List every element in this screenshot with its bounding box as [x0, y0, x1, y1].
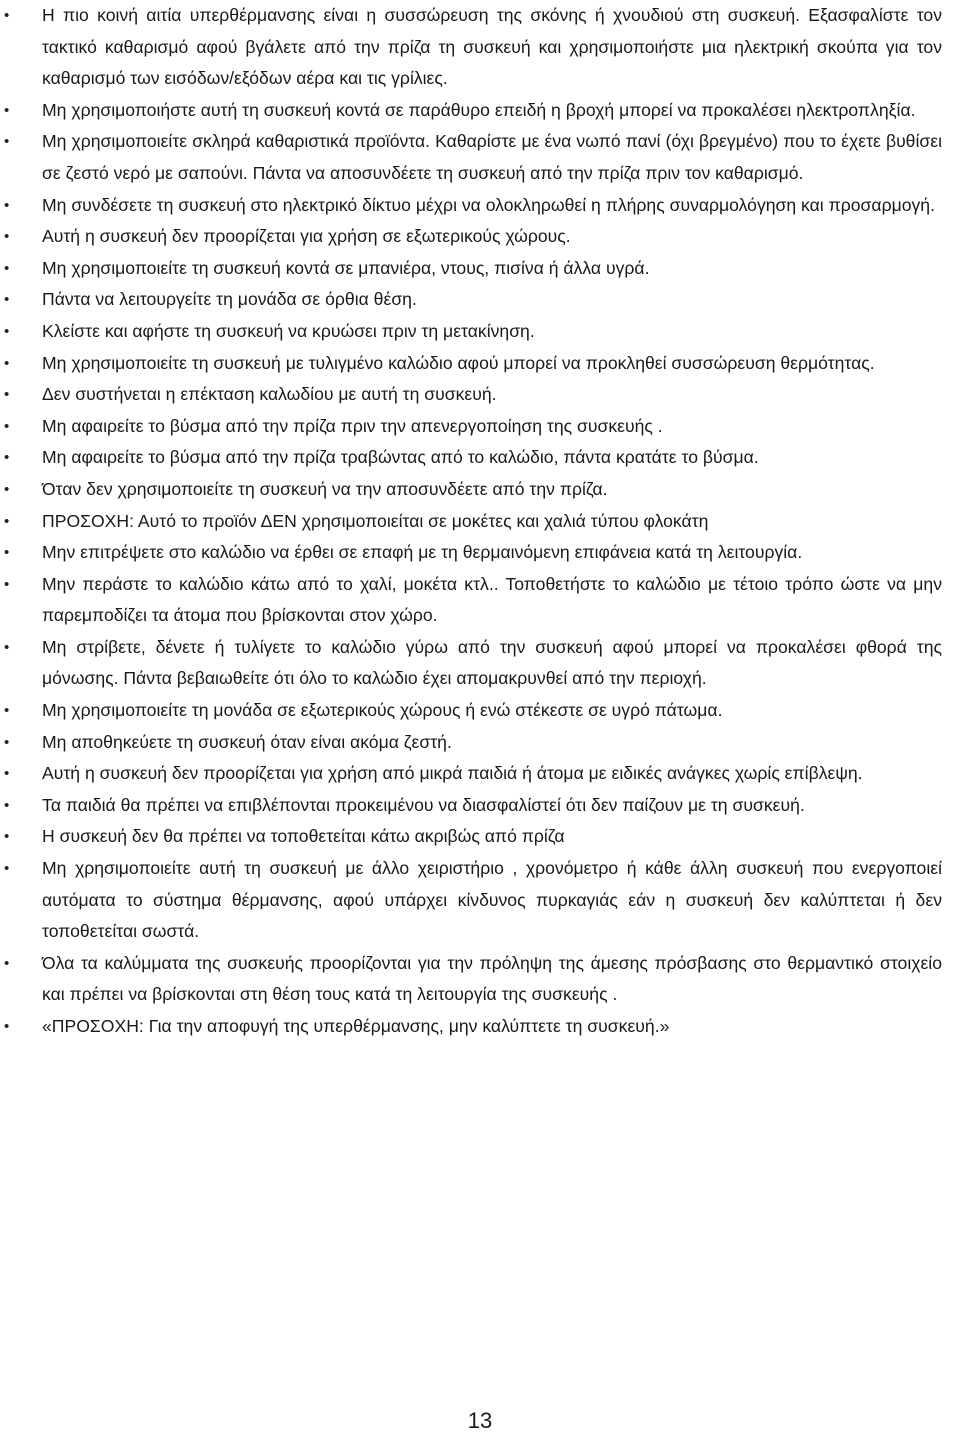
list-item — [0, 379, 960, 411]
list-item-text: Μη χρησιμοποιείτε σκληρά καθαριστικά προϊόντα. Καθαρίστε με ένα νωπό πανί (όχι βρεγμένο) που το έχετε βυθίσει σε ζεστό νερό με σαπούνι. Πάντα να αποσυνδέετε τη συσκευή από την πρίζα πριν τον καθαρισμό. — [42, 131, 942, 183]
list-item-text: Η πιο κοινή αιτία υπερθέρμανσης είναι η συσσώρευση της σκόνης ή χνουδιού στη συσκευή. Εξασφαλίστε τον τακτικό καθαρισμό αφού βγάλετε από την πρίζα τη συσκευή και χρησιμοποιήστε μια ηλεκτρική σκούπα για τον καθαρισμό των εισόδων/εξόδων αέρα και τις γρίλιες. — [42, 5, 942, 89]
list-item-text: Αυτή η συσκευή δεν προορίζεται για χρήση σε εξωτερικούς χώρους. — [42, 226, 571, 247]
list-item — [0, 695, 960, 727]
list-item-text: Πάντα να λειτουργείτε τη μονάδα σε όρθια θέση. — [42, 289, 417, 310]
list-item — [0, 474, 960, 506]
bullet-icon: • — [4, 196, 10, 214]
list-item-text: Μη αφαιρείτε το βύσμα από την πρίζα τραβώντας από το καλώδιο, πάντα κρατάτε το βύσμα. — [42, 447, 759, 468]
list-item-text: Μη αποθηκεύετε τη συσκευή όταν είναι ακόμα ζεστή. — [42, 731, 452, 752]
bullet-icon: • — [4, 101, 10, 119]
list-item-text: «ΠΡΟΣΟΧΗ: Για την αποφυγή της υπερθέρμανσης, μην καλύπτετε τη συσκευή.» — [42, 1016, 670, 1036]
list-item-text: Μην επιτρέψετε στο καλώδιο να έρθει σε επαφή με τη θερμαινόμενη επιφάνεια κατά τη λειτουργία. — [42, 542, 803, 563]
list-item — [0, 411, 960, 443]
bullet-icon: • — [4, 544, 10, 562]
bullet-icon: • — [4, 322, 10, 340]
list-item — [0, 126, 960, 189]
bullet-icon: • — [4, 638, 10, 656]
page-number: 13 — [467, 1408, 493, 1433]
bullet-icon: • — [4, 765, 10, 783]
list-item — [0, 569, 960, 632]
list-item — [0, 790, 960, 822]
bullet-icon: • — [4, 386, 10, 404]
list-item-text: Μη αφαιρείτε το βύσμα από την πρίζα πριν την απενεργοποίηση της συσκευής . — [42, 415, 663, 436]
list-item-text: Τα παιδιά θα πρέπει να επιβλέπονται προκειμένου να διασφαλίστεί ότι δεν παίζουν με τη συσκευή. — [42, 794, 805, 815]
list-item-text: Μη στρίβετε, δένετε ή τυλίγετε το καλώδιο γύρω από την συσκευή αφού μπορεί να προκαλέσει φθορά της μόνωσης. Πάντα βεβαιωθείτε ότι όλο το καλώδιο έχει απομακρυνθεί από την περιοχή. — [42, 636, 942, 689]
list-item — [0, 506, 960, 538]
list-item — [0, 727, 960, 759]
bullet-icon: • — [4, 417, 10, 435]
list-item-text: Η συσκευή δεν θα πρέπει να τοποθετείται κάτω ακριβώς από πρίζα — [42, 826, 565, 847]
bullet-icon: • — [4, 512, 10, 530]
list-item-text: Μη χρησιμοποιείτε τη συσκευή κοντά σε μπανιέρα, ντους, πισίνα ή άλλα υγρά. — [42, 257, 650, 278]
list-item — [0, 284, 960, 316]
list-item — [0, 1011, 960, 1043]
bullet-icon: • — [4, 354, 10, 372]
bullet-icon: • — [4, 7, 10, 24]
bullet-icon: • — [4, 702, 10, 720]
list-item-text: Μη συνδέσετε τη συσκευή στο ηλεκτρικό δίκτυο μέχρι να ολοκληρωθεί η πλήρης συναρμολόγηση και προσαρμογή. — [42, 194, 935, 215]
list-item — [0, 190, 960, 222]
list-item — [0, 253, 960, 285]
bullet-icon: • — [4, 259, 10, 277]
list-item — [0, 95, 960, 127]
bullet-icon: • — [4, 860, 10, 878]
list-item-text: Δεν συστήνεται η επέκταση καλωδίου με αυτή τη συσκευή. — [42, 384, 497, 405]
list-item-text: Όταν δεν χρησιμοποιείτε τη συσκευή να την αποσυνδέετε από την πρίζα. — [42, 478, 608, 499]
list-item — [0, 442, 960, 474]
list-item — [0, 221, 960, 253]
bullet-icon: • — [4, 228, 10, 246]
list-item — [0, 632, 960, 695]
bullet-icon: • — [4, 796, 10, 814]
list-item — [0, 853, 960, 948]
bullet-icon: • — [4, 291, 10, 309]
list-item — [0, 0, 960, 95]
list-item-text: Αυτή η συσκευή δεν προορίζεται για χρήση από μικρά παιδιά ή άτομα με ειδικές ανάγκες χωρίς επίβλεψη. — [42, 763, 863, 784]
bullet-icon: • — [4, 954, 10, 972]
bullet-icon: • — [4, 1018, 10, 1035]
list-item — [0, 948, 960, 1011]
list-item-text: Όλα τα καλύμματα της συσκευής προορίζονται για την πρόληψη της άμεσης πρόσβασης στο θερμαντικό στοιχείο και πρέπει να βρίσκονται στη θέση τους κατά τη λειτουργία της συσκευής . — [42, 952, 942, 1005]
bullet-icon: • — [4, 575, 10, 593]
list-item-text: Μην περάστε το καλώδιο κάτω από το χαλί, μοκέτα κτλ.. Τοποθετήστε το καλώδιο με τέτοιο τρόπο ώστε να μην παρεμποδίζει τα άτομα που βρίσκονται στον χώρο. — [42, 573, 942, 626]
bullet-icon: • — [4, 733, 10, 751]
list-item-text: ΠΡΟΣΟΧΗ: Αυτό το προϊόν ΔΕΝ χρησιμοποιείται σε μοκέτες και χαλιά τύπου φλοκάτη — [42, 510, 709, 531]
list-item — [0, 537, 960, 569]
list-item — [0, 758, 960, 790]
list-item-text: Κλείστε και αφήστε τη συσκευή να κρυώσει πριν τη μετακίνηση. — [42, 320, 535, 341]
list-item-text: Μη χρησιμοποιείτε τη συσκευή με τυλιγμένο καλώδιο αφού μπορεί να προκληθεί συσσώρευση θερμότητας. — [42, 352, 875, 373]
list-item-text: Μη χρησιμοποιείτε αυτή τη συσκευή με άλλο χειριστήριο , χρονόμετρο ή κάθε άλλη συσκευή που ενεργοποιεί αυτόματα το σύστημα θέρμανσης, αφού υπάρχει κίνδυνος πυρκαγιάς εάν η συσκευή δεν καλύπτεται ή δεν τοποθετείται σωστά. — [42, 858, 942, 942]
list-item-text: Μη χρησιμοποιήστε αυτή τη συσκευή κοντά σε παράθυρο επειδή η βροχή μπορεί να προκαλέσει ηλεκτροπληξία. — [42, 99, 916, 120]
list-item — [0, 316, 960, 348]
bullet-icon: • — [4, 480, 10, 498]
list-item — [0, 348, 960, 380]
list-item — [0, 821, 960, 853]
bullet-icon: • — [4, 133, 10, 151]
bullet-icon: • — [4, 449, 10, 467]
list-item-text: Μη χρησιμοποιείτε τη μονάδα σε εξωτερικούς χώρους ή ενώ στέκεστε σε υγρό πάτωμα. — [42, 700, 723, 721]
bullet-icon: • — [4, 828, 10, 846]
